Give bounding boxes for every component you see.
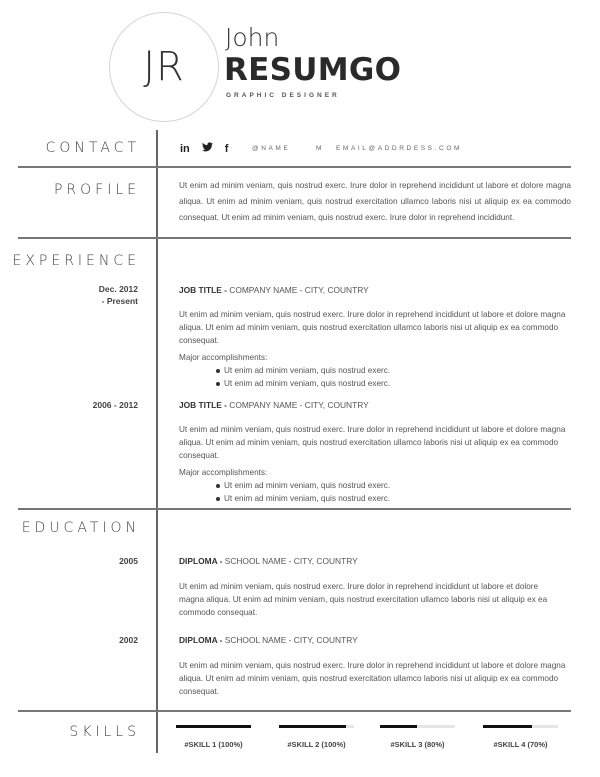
section-label-education: EDUCATION xyxy=(21,520,140,536)
entry-description: Ut enim ad minim veniam, quis nostrud exerc. Irure dolor in reprehend incididunt ut labore et dolore magna aliqua. Ut enim ad minim veniam, quis nostrud exercitation ullamco laboris nisi ut aliquip ex ea commodo consequat. xyxy=(179,582,548,617)
section-label-contact: CONTACT xyxy=(45,140,140,156)
skill-3 xyxy=(380,725,455,749)
facebook-icon[interactable]: f xyxy=(224,142,229,155)
vertical-divider xyxy=(156,130,158,753)
linkedin-icon[interactable]: in xyxy=(180,142,190,155)
divider-education xyxy=(18,710,571,712)
section-label-profile: PROFILE xyxy=(53,182,140,198)
skill-bar-fill xyxy=(176,725,251,728)
experience-entry-1 xyxy=(179,284,571,390)
skill-label: #SKILL 1 (100%) xyxy=(184,740,243,749)
entry-heading: JOB TITLE - COMPANY NAME - CITY, COUNTRY xyxy=(179,400,369,410)
education-entry-2 xyxy=(179,634,571,698)
education-date-2: 2002 xyxy=(119,635,138,645)
skill-2 xyxy=(279,725,354,749)
job-title: GRAPHIC DESIGNER xyxy=(226,92,340,99)
skill-1 xyxy=(176,725,251,749)
divider-experience xyxy=(18,508,571,510)
email-address[interactable]: EMAIL@ADDRDESS.COM xyxy=(336,145,462,152)
experience-date-1: Dec. 2012 - Present xyxy=(98,284,138,306)
experience-entry-2 xyxy=(179,399,571,505)
experience-date-2: 2006 - 2012 xyxy=(92,400,138,410)
initials: JR xyxy=(143,44,185,90)
list-item: Ut enim ad minim veniam, quis nostrud exerc. xyxy=(179,479,571,492)
profile-text: Ut enim ad minim veniam, quis nostrud exerc. Irure dolor in reprehend incididunt ut labore et dolore magna aliqua. Ut enim ad minim veniam, quis nostrud exercitation ullamco laboris nisi ut aliquip ex ea commodo consequat. Ut enim ad minim veniam, quis nostrud exerc. Irure dolor in reprehend incididunt. xyxy=(179,181,571,222)
entry-heading: DIPLOMA - SCHOOL NAME - CITY, COUNTRY xyxy=(179,635,358,645)
accomplishments-label: Major accomplishments: xyxy=(179,468,268,477)
section-label-skills: SKILLS xyxy=(69,724,140,740)
skill-bar xyxy=(483,725,558,728)
education-date-1: 2005 xyxy=(119,556,138,566)
skill-bar-fill xyxy=(380,725,417,728)
accomplishments-list xyxy=(179,364,571,390)
last-name: RESUMGO xyxy=(224,52,402,88)
accomplishments-label: Major accomplishments: xyxy=(179,353,268,362)
avatar-initials xyxy=(109,12,219,122)
entry-heading: JOB TITLE - COMPANY NAME - CITY, COUNTRY xyxy=(179,285,369,295)
skill-bar xyxy=(380,725,455,728)
social-icons xyxy=(180,142,228,155)
section-label-experience: EXPERIENCE xyxy=(12,253,140,269)
twitter-icon[interactable] xyxy=(202,142,213,155)
social-handle[interactable]: @NAME xyxy=(252,145,291,152)
divider-contact xyxy=(18,166,571,168)
first-name: John xyxy=(225,23,280,52)
divider-profile xyxy=(18,237,571,239)
skill-bar-fill xyxy=(483,725,532,728)
skill-bar xyxy=(279,725,354,728)
list-item: Ut enim ad minim veniam, quis nostrud exerc. xyxy=(179,377,571,390)
skill-bar-fill xyxy=(279,725,346,728)
education-entry-1 xyxy=(179,555,564,619)
skill-label: #SKILL 2 (100%) xyxy=(287,740,346,749)
skill-4 xyxy=(483,725,558,749)
list-item: Ut enim ad minim veniam, quis nostrud exerc. xyxy=(179,492,571,505)
skill-label: #SKILL 4 (70%) xyxy=(493,740,548,749)
list-item: Ut enim ad minim veniam, quis nostrud exerc. xyxy=(179,364,571,377)
accomplishments-list xyxy=(179,479,571,505)
entry-heading: DIPLOMA - SCHOOL NAME - CITY, COUNTRY xyxy=(179,556,358,566)
skill-label: #SKILL 3 (80%) xyxy=(390,740,445,749)
email-icon: M xyxy=(316,145,325,152)
entry-description: Ut enim ad minim veniam, quis nostrud exerc. Irure dolor in reprehend incididunt ut labore et dolore magna aliqua. Ut enim ad minim veniam, quis nostrud exercitation ullamco laboris nisi ut aliquip ex ea commodo consequat. xyxy=(179,661,566,696)
entry-description: Ut enim ad minim veniam, quis nostrud exerc. Irure dolor in reprehend incididunt ut labore et dolore magna aliqua. Ut enim ad minim veniam, quis nostrud exercitation ullamco laboris nisi ut aliquip ex ea commodo consequat. xyxy=(179,310,566,345)
skill-bar xyxy=(176,725,251,728)
entry-description: Ut enim ad minim veniam, quis nostrud exerc. Irure dolor in reprehend incididunt ut labore et dolore magna aliqua. Ut enim ad minim veniam, quis nostrud exercitation ullamco laboris nisi ut aliquip ex ea commodo consequat. xyxy=(179,425,566,460)
